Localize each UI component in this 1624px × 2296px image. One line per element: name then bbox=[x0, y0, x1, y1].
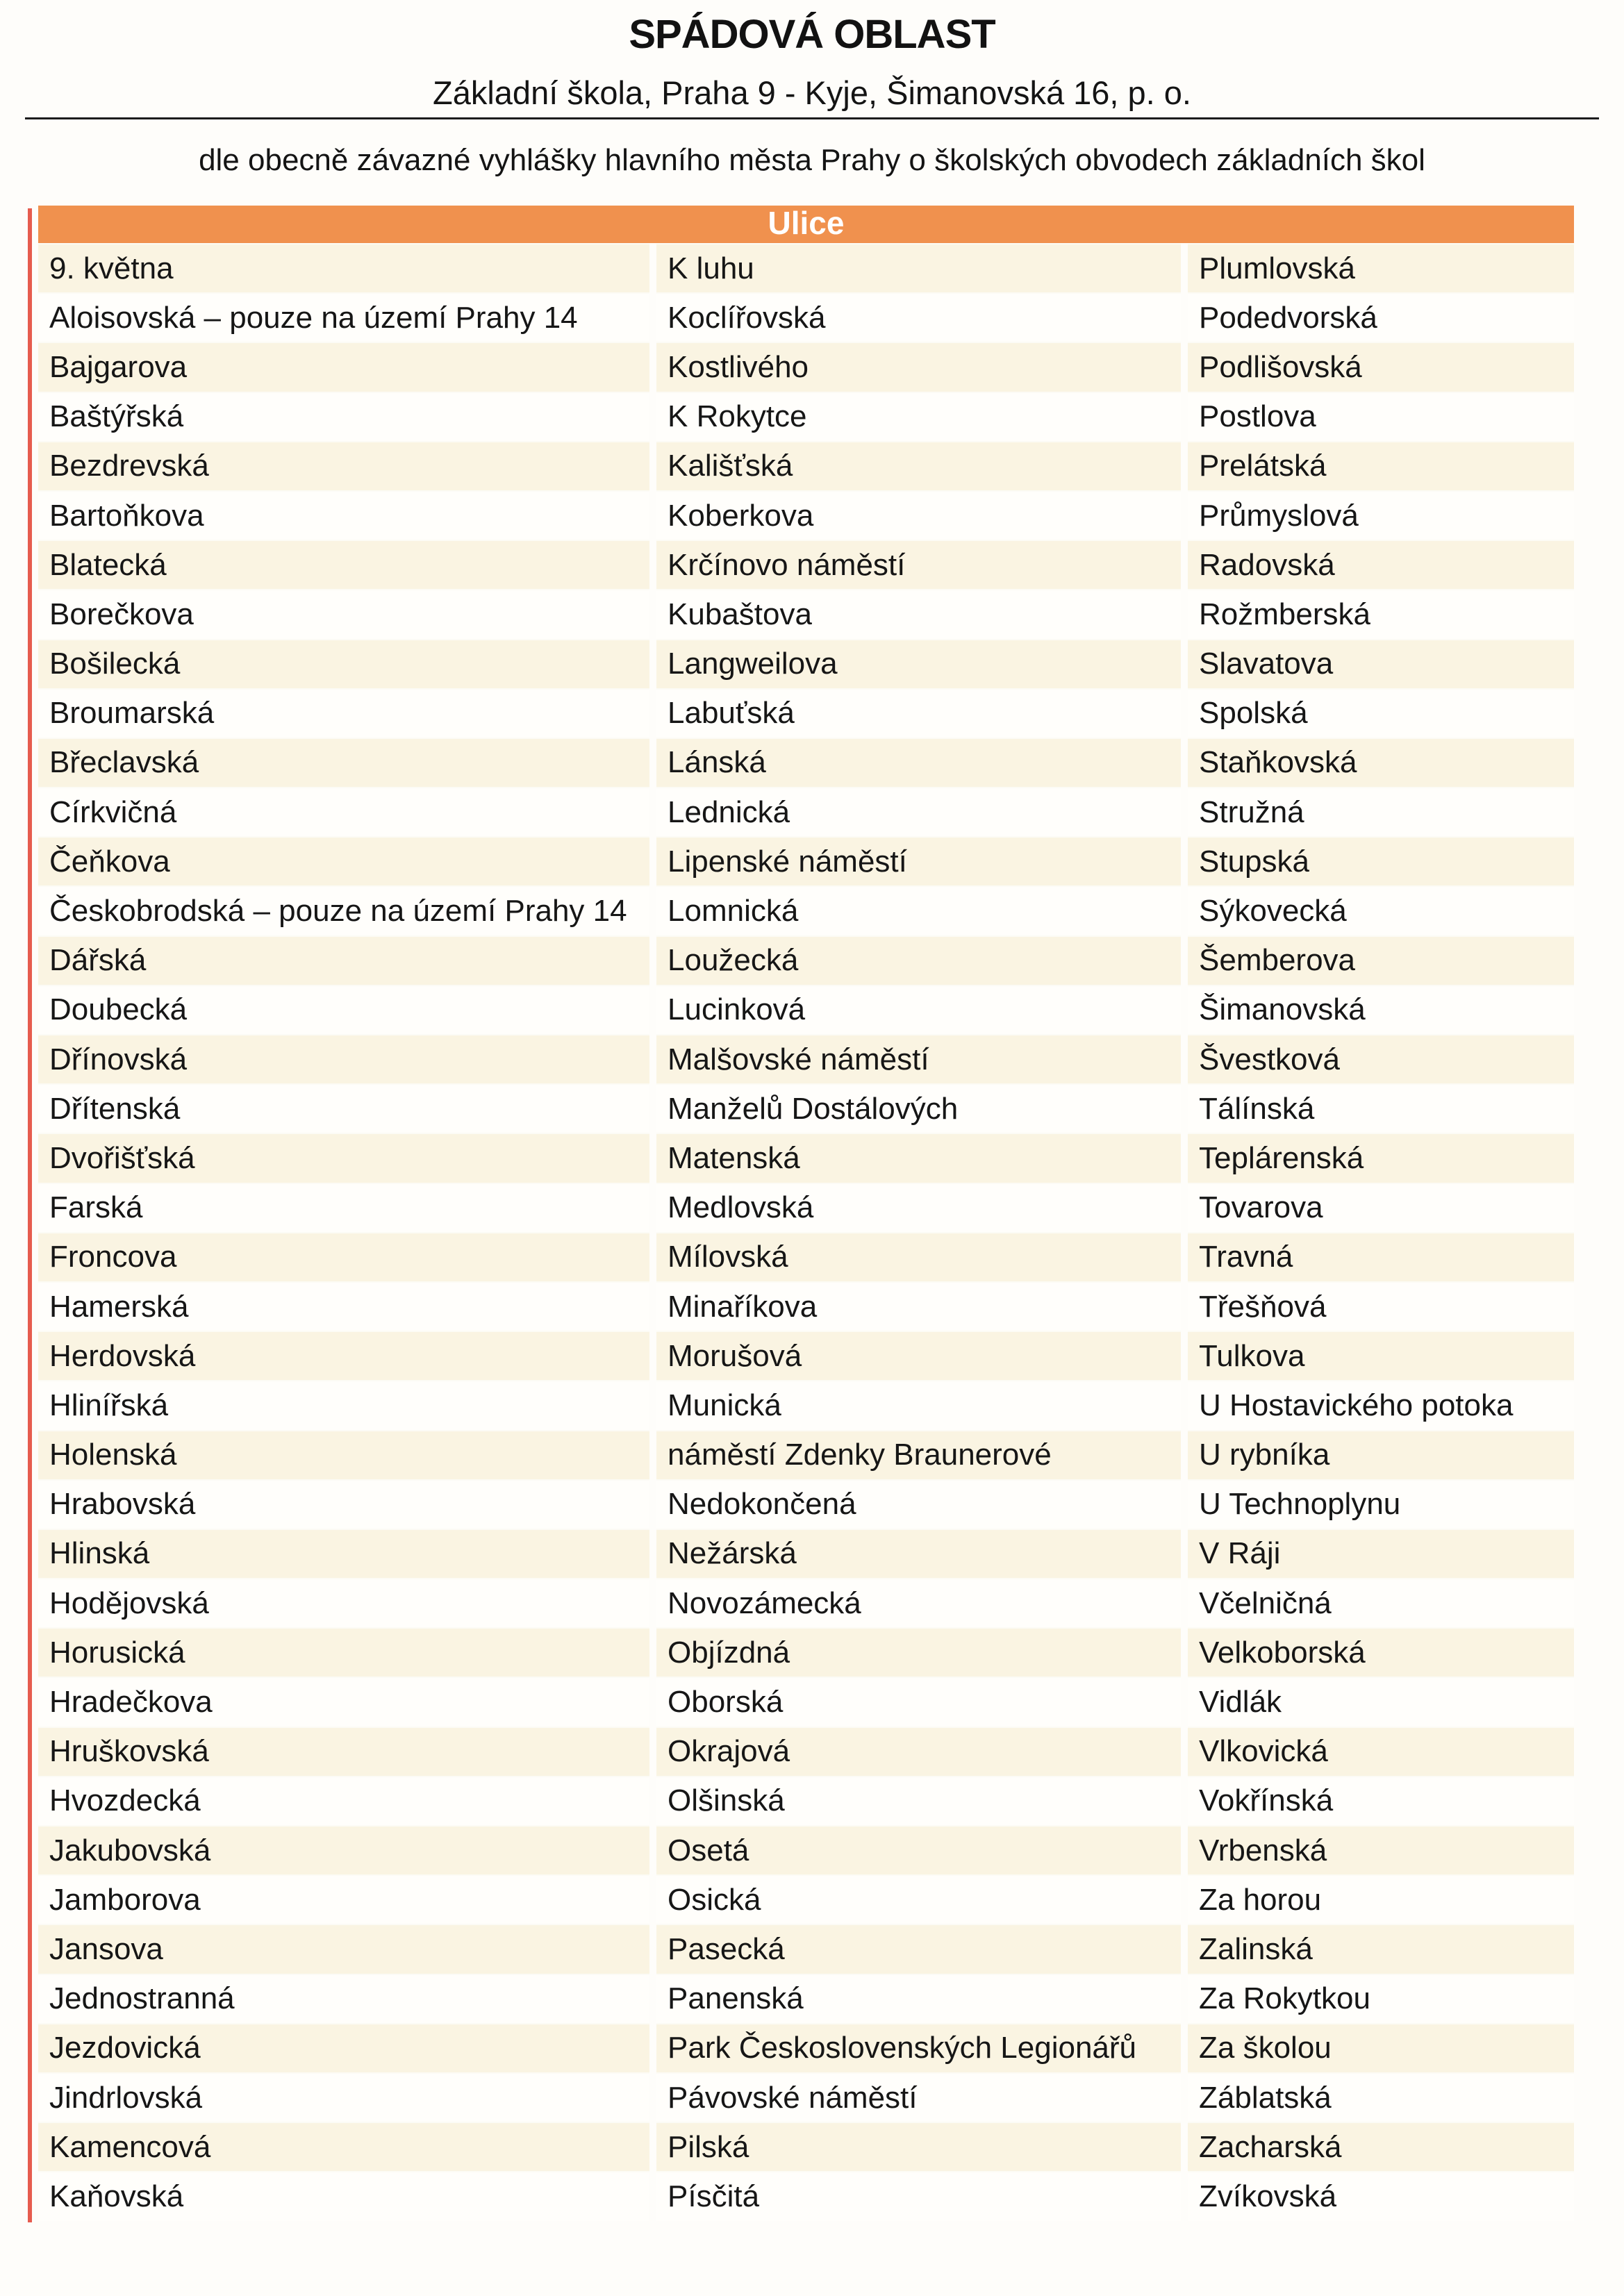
street-cell: Jindrlovská bbox=[38, 2072, 649, 2122]
street-cell: K Rokytce bbox=[656, 392, 1181, 441]
street-cell: Velkoborská bbox=[1188, 1627, 1574, 1677]
street-cell: Morušová bbox=[656, 1331, 1181, 1380]
street-cell: Oborská bbox=[656, 1677, 1181, 1726]
table-header-bar bbox=[38, 206, 1574, 243]
street-cell: Za horou bbox=[1188, 1874, 1574, 1924]
street-cell: Radovská bbox=[1188, 540, 1574, 589]
street-cell: Borečkova bbox=[38, 589, 649, 638]
street-cell: náměstí Zdenky Braunerové bbox=[656, 1430, 1181, 1479]
street-cell: Vidlák bbox=[1188, 1677, 1574, 1726]
street-cell: Manželů Dostálových bbox=[656, 1083, 1181, 1133]
street-cell: Stupská bbox=[1188, 836, 1574, 885]
street-cell: Travná bbox=[1188, 1232, 1574, 1281]
street-cell: Břeclavská bbox=[38, 738, 649, 787]
street-cell: Kališťská bbox=[656, 441, 1181, 490]
street-cell: Lánská bbox=[656, 738, 1181, 787]
street-cell: U rybníka bbox=[1188, 1430, 1574, 1479]
table-header-label: Ulice bbox=[768, 205, 845, 241]
street-cell: Písčitá bbox=[656, 2171, 1181, 2220]
street-cell: Matenská bbox=[656, 1133, 1181, 1182]
street-cell: V Ráji bbox=[1188, 1529, 1574, 1578]
street-cell: Podedvorská bbox=[1188, 292, 1574, 342]
street-cell: Postlova bbox=[1188, 392, 1574, 441]
street-cell: Krčínovo náměstí bbox=[656, 540, 1181, 589]
street-cell: Zalinská bbox=[1188, 1924, 1574, 1973]
street-cell: K luhu bbox=[656, 243, 1181, 292]
street-cell: Jednostranná bbox=[38, 1974, 649, 2023]
street-cell: Dářská bbox=[38, 935, 649, 985]
street-cell: Záblatská bbox=[1188, 2072, 1574, 2122]
street-cell: Langweilova bbox=[656, 639, 1181, 688]
streets-table bbox=[38, 206, 1574, 2221]
street-cell: Jezdovická bbox=[38, 2023, 649, 2072]
street-cell: Hrabovská bbox=[38, 1479, 649, 1529]
street-cell: Osická bbox=[656, 1874, 1181, 1924]
street-cell: Sýkovecká bbox=[1188, 885, 1574, 935]
street-cell: Jamborova bbox=[38, 1874, 649, 1924]
street-cell: Okrajová bbox=[656, 1727, 1181, 1776]
street-cell: Nežárská bbox=[656, 1529, 1181, 1578]
street-cell: Podlišovská bbox=[1188, 342, 1574, 391]
street-cell: Lucinková bbox=[656, 985, 1181, 1034]
street-cell: Průmyslová bbox=[1188, 490, 1574, 540]
school-subtitle: Základní škola, Praha 9 - Kyje, Šimanovská 16, p. o. bbox=[433, 74, 1191, 111]
street-cell: Blatecká bbox=[38, 540, 649, 589]
street-cell: Nedokončená bbox=[656, 1479, 1181, 1529]
regulation-note: dle obecně závazné vyhlášky hlavního města Prahy o školských obvodech základních škol bbox=[199, 143, 1425, 177]
street-cell: Bošilecká bbox=[38, 639, 649, 688]
street-cell: Za Rokytkou bbox=[1188, 1974, 1574, 2023]
street-cell: Pávovské náměstí bbox=[656, 2072, 1181, 2122]
street-cell: Šimanovská bbox=[1188, 985, 1574, 1034]
street-cell: Kaňovská bbox=[38, 2171, 649, 2220]
street-cell: Třešňová bbox=[1188, 1281, 1574, 1331]
street-cell: Za školou bbox=[1188, 2023, 1574, 2072]
street-cell: Vokřínská bbox=[1188, 1776, 1574, 1825]
street-cell: Kubaštova bbox=[656, 589, 1181, 638]
street-cell: Panenská bbox=[656, 1974, 1181, 2023]
street-cell: Hvozdecká bbox=[38, 1776, 649, 1825]
street-cell: Jakubovská bbox=[38, 1825, 649, 1874]
street-cell: Horusická bbox=[38, 1627, 649, 1677]
street-cell: Zvíkovská bbox=[1188, 2171, 1574, 2220]
street-cell: Olšinská bbox=[656, 1776, 1181, 1825]
street-cell: Malšovské náměstí bbox=[656, 1034, 1181, 1083]
street-cell: Hruškovská bbox=[38, 1727, 649, 1776]
street-cell: Herdovská bbox=[38, 1331, 649, 1380]
street-cell: Tálínská bbox=[1188, 1083, 1574, 1133]
street-cell: Tulkova bbox=[1188, 1331, 1574, 1380]
street-cell: Prelátská bbox=[1188, 441, 1574, 490]
street-cell: Hlinířská bbox=[38, 1380, 649, 1429]
street-column-1 bbox=[38, 243, 649, 2221]
street-cell: Jansova bbox=[38, 1924, 649, 1973]
street-cell: Spolská bbox=[1188, 688, 1574, 738]
street-column-3 bbox=[1188, 243, 1574, 2221]
street-cell: Bartoňkova bbox=[38, 490, 649, 540]
street-cell: Hlinská bbox=[38, 1529, 649, 1578]
street-cell: Loužecká bbox=[656, 935, 1181, 985]
street-cell: Minaříkova bbox=[656, 1281, 1181, 1331]
street-cell: Dřítenská bbox=[38, 1083, 649, 1133]
street-cell: Švestková bbox=[1188, 1034, 1574, 1083]
street-cell: Lipenské náměstí bbox=[656, 836, 1181, 885]
street-cell: Teplárenská bbox=[1188, 1133, 1574, 1182]
street-cell: Tovarova bbox=[1188, 1183, 1574, 1232]
page-title: SPÁDOVÁ OBLAST bbox=[629, 12, 995, 57]
scan-edge-artifact bbox=[28, 208, 32, 2222]
street-cell: Dřínovská bbox=[38, 1034, 649, 1083]
street-cell: Farská bbox=[38, 1183, 649, 1232]
street-cell: Bezdrevská bbox=[38, 441, 649, 490]
street-cell: 9. května bbox=[38, 243, 649, 292]
street-cell: Staňkovská bbox=[1188, 738, 1574, 787]
street-cell: Plumlovská bbox=[1188, 243, 1574, 292]
street-cell: Bajgarova bbox=[38, 342, 649, 391]
street-cell: Kostlivého bbox=[656, 342, 1181, 391]
street-cell: Broumarská bbox=[38, 688, 649, 738]
street-cell: U Technoplynu bbox=[1188, 1479, 1574, 1529]
street-cell: Zacharská bbox=[1188, 2122, 1574, 2171]
street-cell: Lomnická bbox=[656, 885, 1181, 935]
street-cell: Dvořišťská bbox=[38, 1133, 649, 1182]
street-cell: Novozámecká bbox=[656, 1578, 1181, 1627]
street-columns bbox=[38, 243, 1574, 2221]
street-cell: Šemberova bbox=[1188, 935, 1574, 985]
street-cell: Koberkova bbox=[656, 490, 1181, 540]
street-cell: Munická bbox=[656, 1380, 1181, 1429]
street-cell: Mílovská bbox=[656, 1232, 1181, 1281]
street-cell: Vrbenská bbox=[1188, 1825, 1574, 1874]
street-cell: Medlovská bbox=[656, 1183, 1181, 1232]
street-cell: Včelničná bbox=[1188, 1578, 1574, 1627]
street-cell: Vlkovická bbox=[1188, 1727, 1574, 1776]
street-cell: Holenská bbox=[38, 1430, 649, 1479]
street-cell: Objízdná bbox=[656, 1627, 1181, 1677]
street-cell: Slavatova bbox=[1188, 639, 1574, 688]
street-cell: Rožmberská bbox=[1188, 589, 1574, 638]
horizontal-divider bbox=[25, 117, 1599, 119]
street-cell: Froncova bbox=[38, 1232, 649, 1281]
street-cell: Koclířovská bbox=[656, 292, 1181, 342]
street-cell: Hradečkova bbox=[38, 1677, 649, 1726]
street-cell: Labuťská bbox=[656, 688, 1181, 738]
street-cell: Pasecká bbox=[656, 1924, 1181, 1973]
street-cell: Hamerská bbox=[38, 1281, 649, 1331]
street-cell: Čeňkova bbox=[38, 836, 649, 885]
street-cell: Hodějovská bbox=[38, 1578, 649, 1627]
street-cell: Českobrodská – pouze na území Prahy 14 bbox=[38, 885, 649, 935]
street-cell: Osetá bbox=[656, 1825, 1181, 1874]
street-cell: Pilská bbox=[656, 2122, 1181, 2171]
street-cell: U Hostavického potoka bbox=[1188, 1380, 1574, 1429]
street-cell: Park Československých Legionářů bbox=[656, 2023, 1181, 2072]
street-cell: Církvičná bbox=[38, 787, 649, 836]
street-cell: Doubecká bbox=[38, 985, 649, 1034]
street-cell: Baštýřská bbox=[38, 392, 649, 441]
street-column-2 bbox=[656, 243, 1181, 2221]
street-cell: Lednická bbox=[656, 787, 1181, 836]
street-cell: Kamencová bbox=[38, 2122, 649, 2171]
street-cell: Stružná bbox=[1188, 787, 1574, 836]
street-cell: Aloisovská – pouze na území Prahy 14 bbox=[38, 292, 649, 342]
